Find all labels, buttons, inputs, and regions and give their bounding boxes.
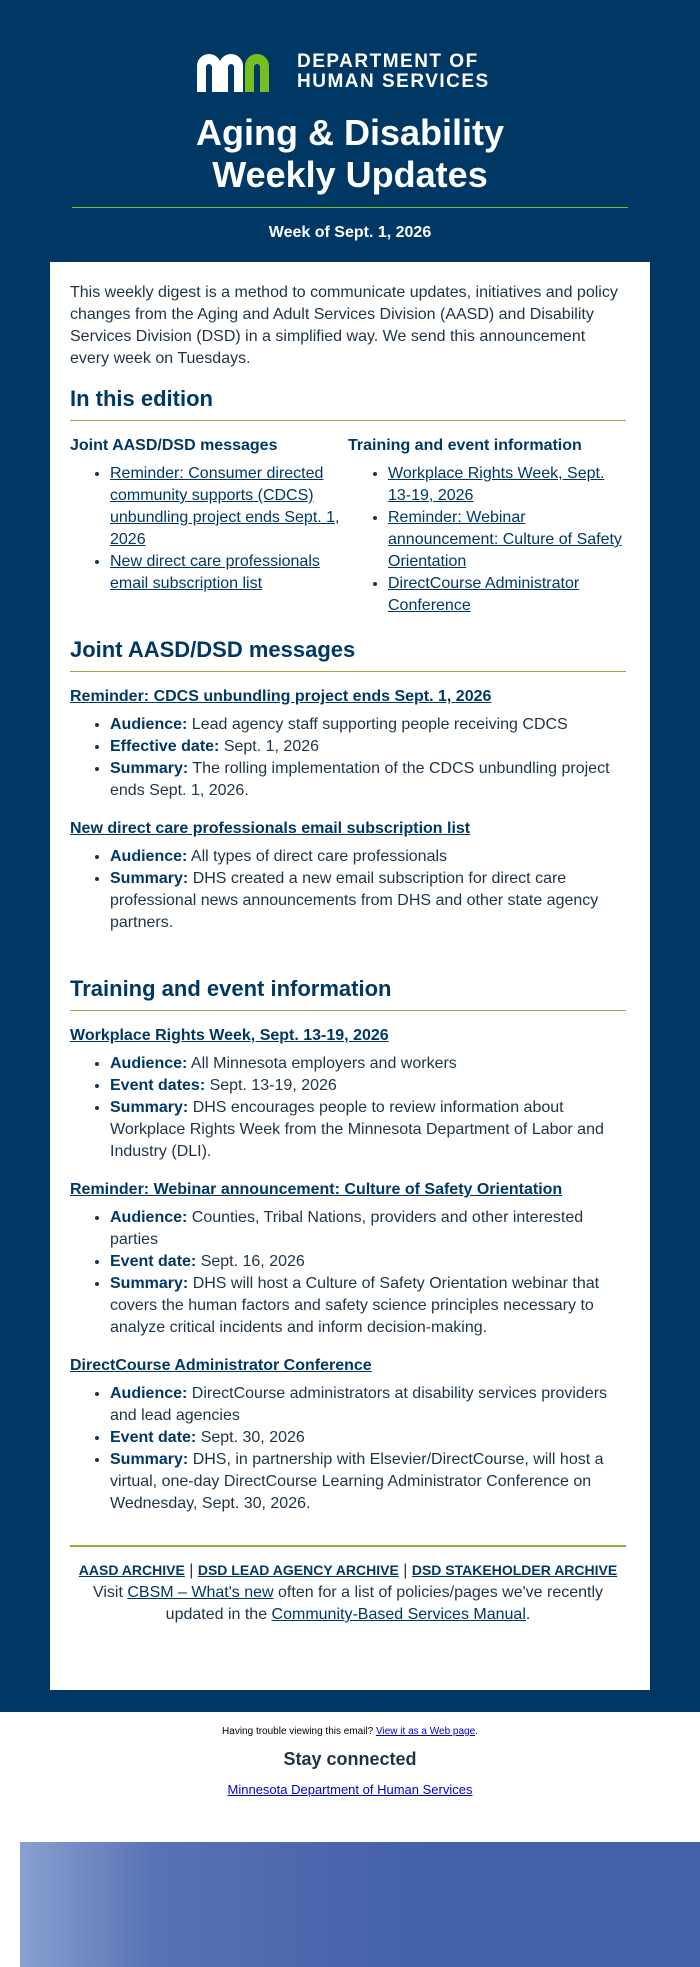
logo-line2: HUMAN SERVICES — [297, 71, 490, 92]
audience-value: Counties, Tribal Nations, providers and other interested parties — [110, 1209, 584, 1248]
list-item — [110, 1449, 626, 1515]
summary-label: Summary: — [110, 870, 189, 887]
list-item — [110, 1075, 626, 1097]
list-item — [110, 736, 626, 758]
audience-value: Lead agency staff supporting people receiving CDCS — [187, 716, 568, 733]
content-card — [50, 262, 650, 1690]
summary-value: DHS created a new email subscription for direct care professional news announcements from DHS and other state agency partners. — [110, 870, 599, 931]
list-item — [110, 1097, 626, 1163]
summary-label: Summary: — [110, 1451, 189, 1468]
audience-value: All Minnesota employers and workers — [187, 1055, 457, 1072]
title-line1: Aging & Disability — [195, 112, 505, 153]
link-dsd-lead-agency-archive[interactable]: DSD LEAD AGENCY ARCHIVE — [197, 1562, 399, 1578]
list-item — [110, 1053, 626, 1075]
dhs-link-row — [0, 1782, 700, 1797]
article-dcp-title[interactable]: New direct care professionals email subscription list — [70, 820, 471, 837]
list-item — [110, 551, 348, 595]
edition-col-joint — [70, 437, 348, 617]
logo-line1: DEPARTMENT OF — [297, 51, 479, 72]
archive-footer — [70, 1545, 626, 1626]
link-mn-dhs[interactable]: Minnesota Department of Human Services — [227, 1782, 473, 1797]
stay-connected-heading: Stay connected — [283, 1749, 417, 1769]
visit-middle: often for a list of policies/pages we've recently updated in the — [165, 1584, 604, 1623]
summary-value: DHS, in partnership with Elsevier/DirectCourse, will host a virtual, one-day DirectCourse Learning Administrator Conference on Wednesday, Sept. 30, 2026. — [110, 1451, 604, 1512]
date-value: Sept. 13-19, 2026 — [205, 1077, 337, 1094]
list-item — [110, 463, 348, 551]
date-label: Effective date: — [110, 738, 220, 755]
list-item — [110, 714, 626, 736]
summary-label: Summary: — [110, 760, 189, 777]
training-section — [70, 976, 626, 1515]
trouble-viewing — [0, 1726, 700, 1737]
joint-heading: Joint AASD/DSD messages — [70, 637, 626, 672]
logo-text — [297, 52, 490, 92]
col-joint-title: Joint AASD/DSD messages — [70, 437, 278, 454]
article-safety-title[interactable]: Reminder: Webinar announcement: Culture of Safety Orientation — [70, 1181, 563, 1198]
email-footer — [0, 1712, 700, 1797]
summary-value: The rolling implementation of the CDCS unbundling project ends Sept. 1, 2026. — [110, 760, 610, 799]
list-item — [110, 1273, 626, 1339]
summary-value: DHS encourages people to review information about Workplace Rights Week from the Minnesota Department of Labor and Industry (DLI). — [110, 1099, 604, 1160]
audience-value: All types of direct care professionals — [187, 848, 448, 865]
link-cbsm-manual[interactable]: Community-Based Services Manual — [271, 1606, 526, 1623]
date-label: Event dates: — [110, 1077, 206, 1094]
separator: | — [398, 1562, 412, 1579]
link-view-web-page[interactable]: View it as a Web page — [376, 1726, 476, 1737]
week-label: Week of Sept. 1, 2026 — [268, 224, 432, 241]
list-item — [110, 758, 626, 802]
date-label: Event date: — [110, 1429, 197, 1446]
date-value: Sept. 16, 2026 — [196, 1253, 305, 1270]
link-culture-safety[interactable]: Reminder: Webinar announcement: Culture of Safety Orientation — [388, 509, 622, 570]
link-cbsm-whats-new[interactable]: CBSM – What's new — [127, 1584, 274, 1601]
link-dcp-subscription[interactable]: New direct care professionals email subscription list — [110, 553, 320, 592]
article-cdcs-title[interactable]: Reminder: CDCS unbundling project ends Sept. 1, 2026 — [70, 688, 492, 705]
separator: | — [184, 1562, 198, 1579]
article-workplace-title[interactable]: Workplace Rights Week, Sept. 13-19, 2026 — [70, 1027, 389, 1044]
date-label: Event date: — [110, 1253, 197, 1270]
audience-value: DirectCourse administrators at disability services providers and lead agencies — [110, 1385, 608, 1424]
trouble-text: Having trouble viewing this email? — [222, 1726, 377, 1737]
col-training-title: Training and event information — [348, 437, 582, 454]
title-line2: Weekly Updates — [212, 154, 488, 195]
training-heading: Training and event information — [70, 976, 626, 1011]
date-value: Sept. 30, 2026 — [196, 1429, 305, 1446]
list-item — [388, 463, 626, 507]
audience-label: Audience: — [110, 1385, 188, 1402]
link-directcourse[interactable]: DirectCourse Administrator Conference — [388, 575, 580, 614]
archive-links — [70, 1559, 626, 1582]
link-cdcs-reminder[interactable]: Reminder: Consumer directed community supports (CDCS) unbundling project ends Sept. 1, 2026 — [110, 465, 340, 548]
header-divider — [72, 207, 628, 208]
trouble-dot: . — [475, 1726, 478, 1737]
edition-col-training — [348, 437, 626, 617]
list-item — [110, 868, 626, 934]
audience-label: Audience: — [110, 848, 188, 865]
visit-prefix: Visit — [92, 1584, 128, 1601]
mn-logo-icon — [195, 52, 283, 92]
bottom-banner — [20, 1842, 700, 1967]
visit-text — [70, 1582, 626, 1626]
joint-section — [70, 637, 626, 934]
page-title — [0, 112, 700, 196]
audience-label: Audience: — [110, 716, 188, 733]
summary-label: Summary: — [110, 1275, 189, 1292]
visit-period: . — [525, 1606, 531, 1623]
audience-label: Audience: — [110, 1055, 188, 1072]
list-item — [388, 507, 626, 573]
intro-text: This weekly digest is a method to communicate updates, initiatives and policy changes from the Aging and Adult Services Division (AASD) and Disability Services Division (DSD) in a simplified way. We send this announcement every week on Tuesdays. — [70, 284, 618, 367]
dhs-logo[interactable] — [195, 52, 490, 92]
date-value: Sept. 1, 2026 — [219, 738, 320, 755]
edition-heading: In this edition — [70, 386, 626, 421]
edition-columns — [70, 437, 626, 617]
article-directcourse-title[interactable]: DirectCourse Administrator Conference — [70, 1357, 372, 1374]
link-dsd-stakeholder-archive[interactable]: DSD STAKEHOLDER ARCHIVE — [411, 1562, 618, 1578]
summary-value: DHS will host a Culture of Safety Orientation webinar that covers the human factors and safety science principles necessary to analyze critical incidents and inform decision-making. — [110, 1275, 600, 1336]
list-item — [110, 846, 626, 868]
audience-label: Audience: — [110, 1209, 188, 1226]
list-item — [110, 1383, 626, 1427]
list-item — [110, 1251, 626, 1273]
list-item — [110, 1427, 626, 1449]
link-aasd-archive[interactable]: AASD ARCHIVE — [78, 1562, 185, 1578]
list-item — [110, 1207, 626, 1251]
link-workplace-rights[interactable]: Workplace Rights Week, Sept. 13-19, 2026 — [388, 465, 605, 504]
summary-label: Summary: — [110, 1099, 189, 1116]
list-item — [388, 573, 626, 617]
